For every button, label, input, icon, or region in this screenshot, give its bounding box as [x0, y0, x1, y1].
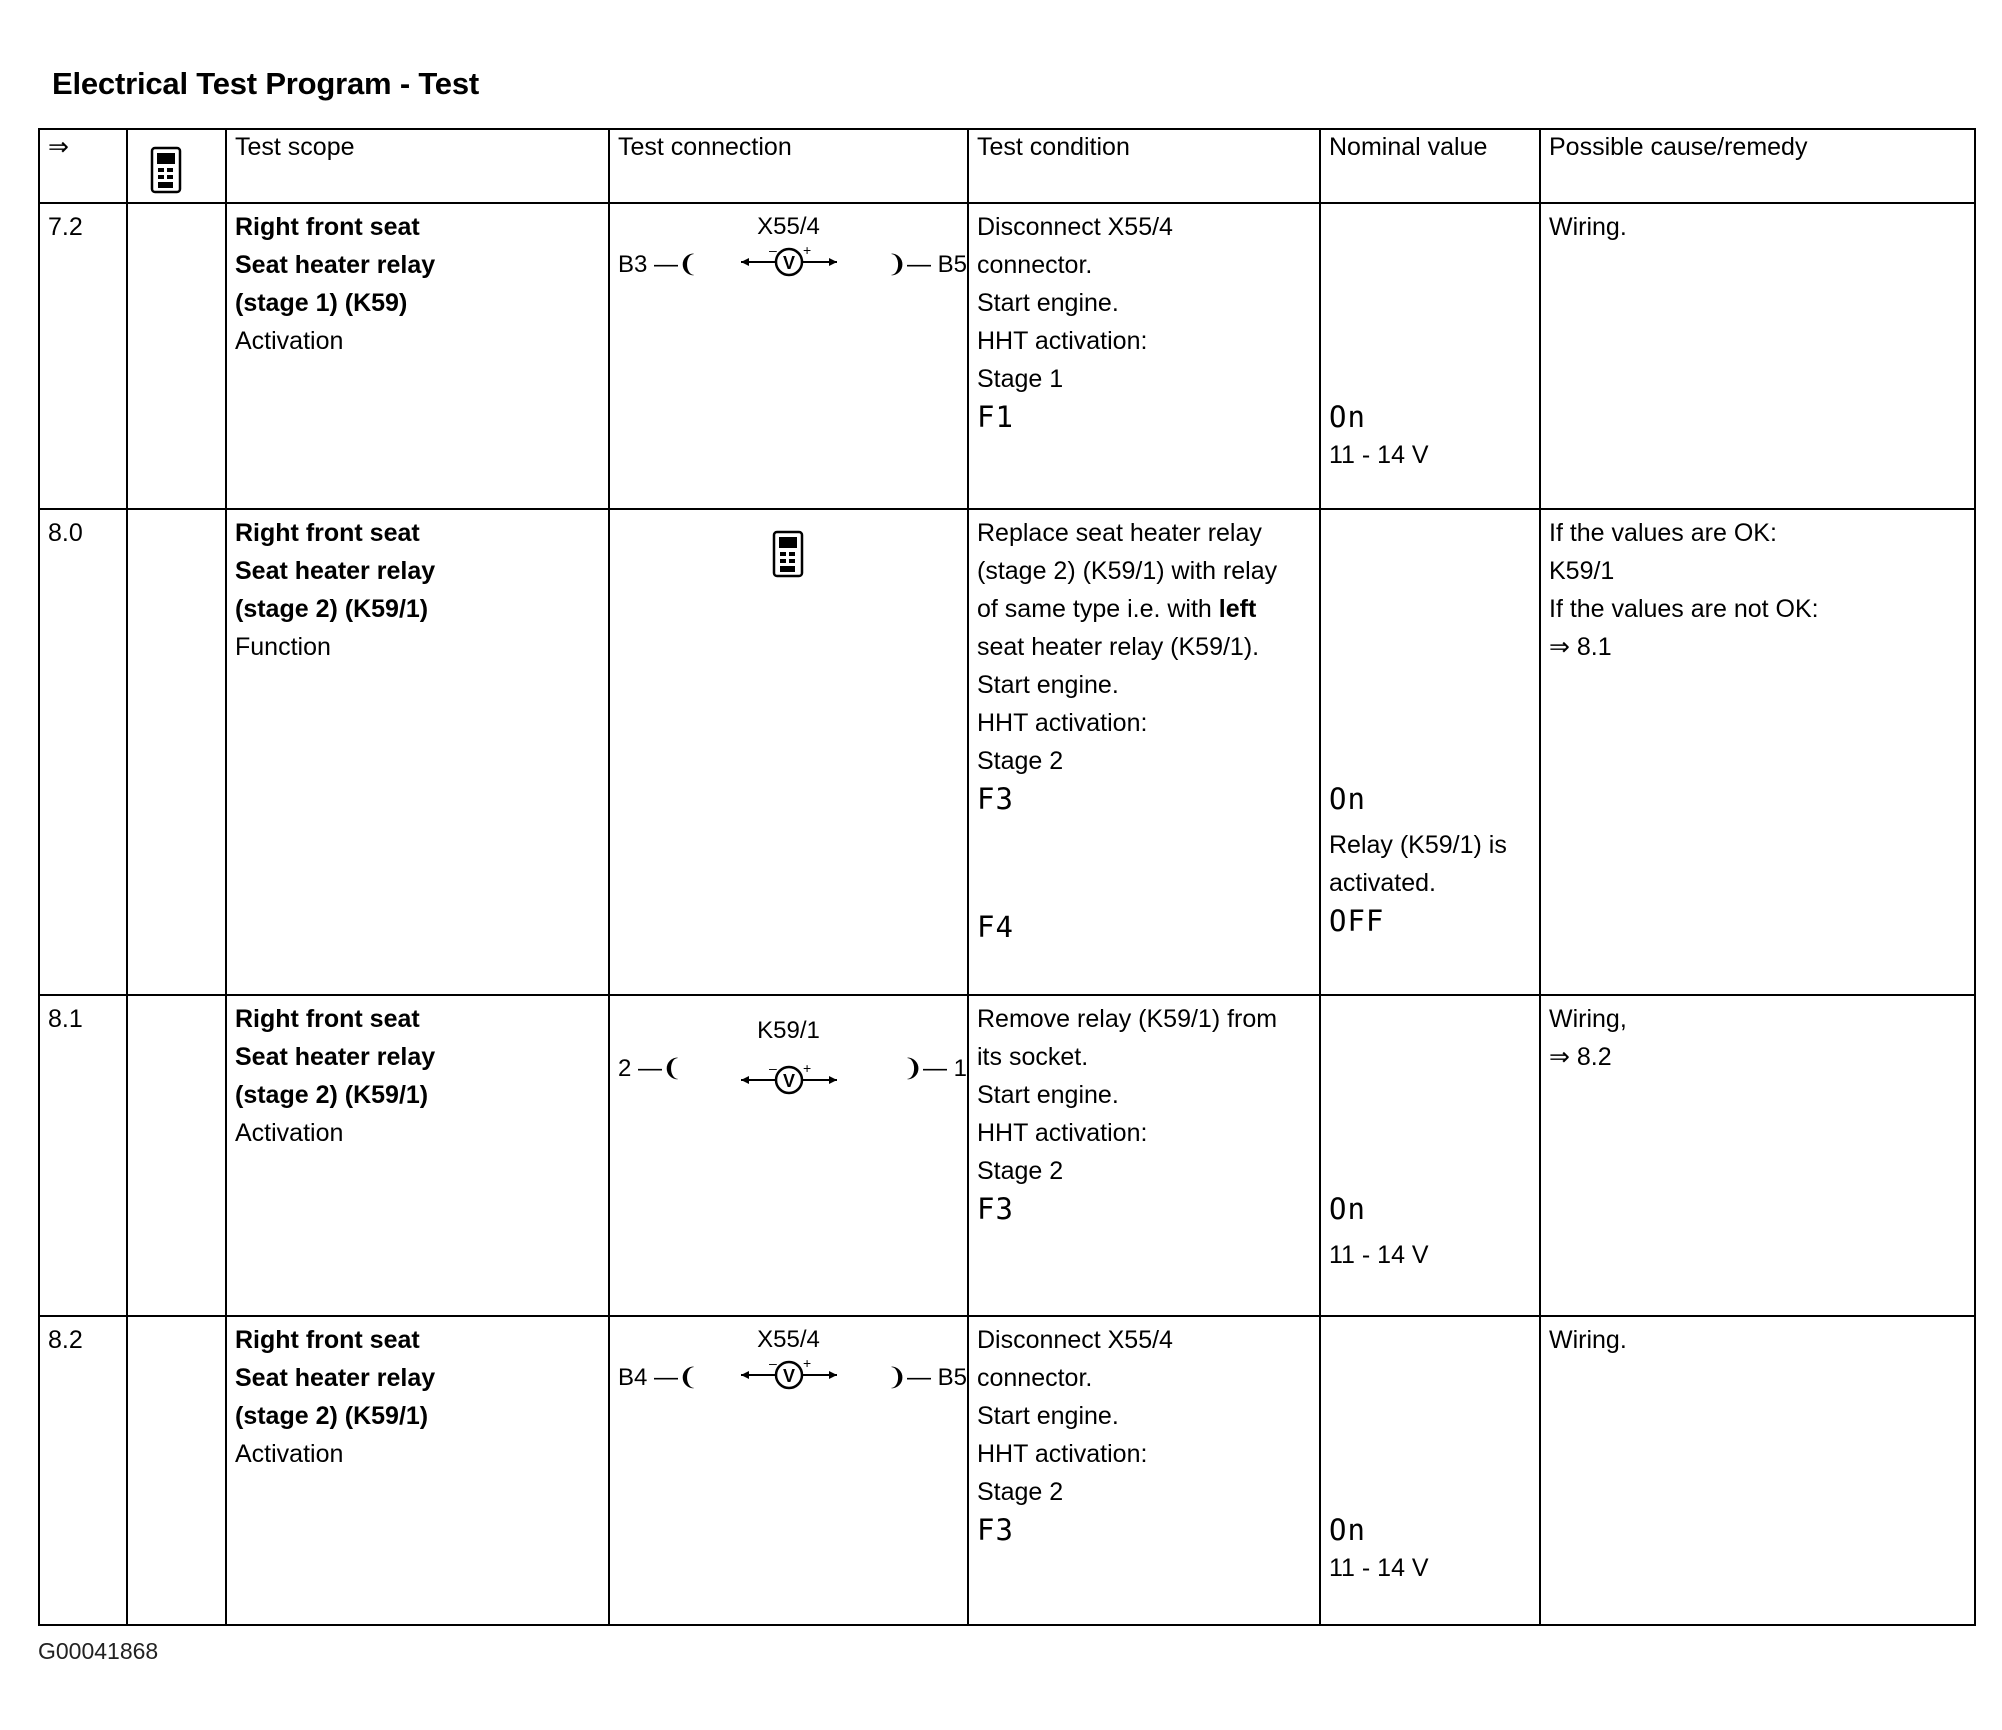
header-icon-cell — [127, 129, 226, 203]
test-condition-cell: Disconnect X55/4 connector. Start engine. HHT activation: Stage 1 F1 — [968, 203, 1320, 509]
svg-text:–: – — [768, 244, 777, 258]
right-pin: ❩— 1 — [902, 1055, 967, 1082]
header-test-connection: Test connection — [609, 129, 968, 203]
icon-cell — [127, 995, 226, 1316]
icon-cell — [127, 203, 226, 509]
display-readout: On — [1329, 1513, 1366, 1547]
right-pin: ❩— B5 — [886, 1364, 967, 1391]
display-readout: On — [1329, 1192, 1366, 1226]
scope-type: Activation — [235, 1440, 344, 1468]
step-number: 7.2 — [39, 203, 127, 509]
connector-label: X55/4 — [757, 213, 820, 240]
step-number: 8.2 — [39, 1316, 127, 1625]
test-scope-cell — [226, 203, 609, 509]
test-table — [38, 128, 1976, 1626]
scope-type: Activation — [235, 1119, 344, 1147]
display-readout: OFF — [1329, 904, 1385, 938]
display-readout: On — [1329, 400, 1366, 434]
nominal-value-cell — [1320, 995, 1540, 1316]
hht-tester-icon — [150, 146, 184, 196]
test-scope-cell: Right front seat Seat heater relay (stage 2) (K59/1) Activation — [226, 1316, 609, 1625]
svg-text:–: – — [768, 1357, 777, 1371]
voltmeter-icon — [739, 1357, 839, 1393]
test-connection-cell — [609, 509, 968, 995]
left-pin: B3 —❨ — [618, 251, 699, 278]
header-arrow — [39, 129, 127, 203]
connector-label: K59/1 — [757, 1017, 820, 1044]
test-condition-cell: Replace seat heater relay (stage 2) (K59/1) with relay of same type i.e. with left seat heater relay (K59/1). Start engine. HHT activation: Stage 2 F3 F4 — [968, 509, 1320, 995]
nominal-value-cell: On Relay (K59/1) is activated. OFF — [1320, 509, 1540, 995]
cross-reference-link[interactable]: ⇒ 8.2 — [1549, 1043, 1612, 1071]
svg-text:+: + — [802, 1357, 811, 1371]
voltmeter-connection — [618, 1321, 967, 1461]
table-row — [39, 203, 1975, 509]
table-row — [39, 1316, 1975, 1625]
table-row — [39, 509, 1975, 995]
test-condition-cell: Disconnect X55/4 connector. Start engine. HHT activation: Stage 2 F3 — [968, 1316, 1320, 1625]
svg-text:+: + — [802, 244, 811, 258]
voltmeter-icon — [739, 244, 839, 280]
test-scope-cell: Right front seat Seat heater relay (stage 2) (K59/1) Activation — [226, 995, 609, 1316]
test-connection-cell — [609, 1316, 968, 1625]
test-scope-cell: Right front seat Seat heater relay (stage 2) (K59/1) Function — [226, 509, 609, 995]
icon-cell — [127, 1316, 226, 1625]
scope-line: Seat heater relay — [235, 251, 436, 279]
test-condition-cell: Remove relay (K59/1) from its socket. Start engine. HHT activation: Stage 2 F3 — [968, 995, 1320, 1316]
left-pin: B4 —❨ — [618, 1364, 699, 1391]
icon-cell — [127, 509, 226, 995]
step-number: 8.0 — [39, 509, 127, 995]
test-connection-cell — [609, 203, 968, 509]
svg-text:–: – — [768, 1062, 777, 1076]
svg-text:V: V — [782, 253, 795, 273]
voltmeter-connection — [618, 1012, 967, 1152]
scope-line: (stage 1) (K59) — [235, 289, 408, 317]
function-code: F1 — [977, 400, 1014, 434]
arrow-icon: ⇒ — [48, 133, 69, 161]
voltage-range: 11 - 14 V — [1329, 1554, 1429, 1582]
function-code: F3 — [977, 1513, 1014, 1547]
function-code: F3 — [977, 1192, 1014, 1226]
possible-cause-cell: Wiring. — [1540, 203, 1975, 509]
cross-reference-link[interactable]: ⇒ 8.1 — [1549, 633, 1612, 661]
voltmeter-icon — [739, 1062, 839, 1098]
right-pin: ❩— B5 — [886, 251, 967, 278]
possible-cause-cell: Wiring, ⇒ 8.2 — [1540, 995, 1975, 1316]
possible-cause-cell: Wiring. — [1540, 1316, 1975, 1625]
scope-line: Right front seat — [235, 213, 420, 241]
display-readout: On — [1329, 782, 1366, 816]
test-connection-cell — [609, 995, 968, 1316]
svg-text:V: V — [782, 1071, 795, 1091]
header-nominal-value: Nominal value — [1320, 129, 1540, 203]
header-test-scope: Test scope — [226, 129, 609, 203]
function-code: F4 — [977, 910, 1014, 944]
figure-id: G00041868 — [38, 1638, 159, 1664]
svg-text:+: + — [802, 1062, 811, 1076]
scope-type: Activation — [235, 327, 344, 355]
possible-cause-cell: If the values are OK: K59/1 If the values are not OK: ⇒ 8.1 — [1540, 509, 1975, 995]
left-pin: 2 —❨ — [618, 1055, 683, 1082]
connector-label: X55/4 — [757, 1326, 820, 1353]
nominal-value-cell — [1320, 1316, 1540, 1625]
scope-type: Function — [235, 633, 331, 661]
header-possible-cause: Possible cause/remedy — [1540, 129, 1975, 203]
nominal-value-cell — [1320, 203, 1540, 509]
voltage-range: 11 - 14 V — [1329, 441, 1429, 469]
header-test-condition: Test condition — [968, 129, 1320, 203]
step-number: 8.1 — [39, 995, 127, 1316]
table-header-row — [39, 129, 1975, 203]
function-code: F3 — [977, 782, 1014, 816]
hht-tester-icon — [772, 530, 806, 580]
svg-text:V: V — [782, 1366, 795, 1386]
voltmeter-connection — [618, 208, 967, 348]
voltage-range: 11 - 14 V — [1329, 1241, 1429, 1269]
page-title: Electrical Test Program - Test — [52, 66, 480, 101]
table-row — [39, 995, 1975, 1316]
